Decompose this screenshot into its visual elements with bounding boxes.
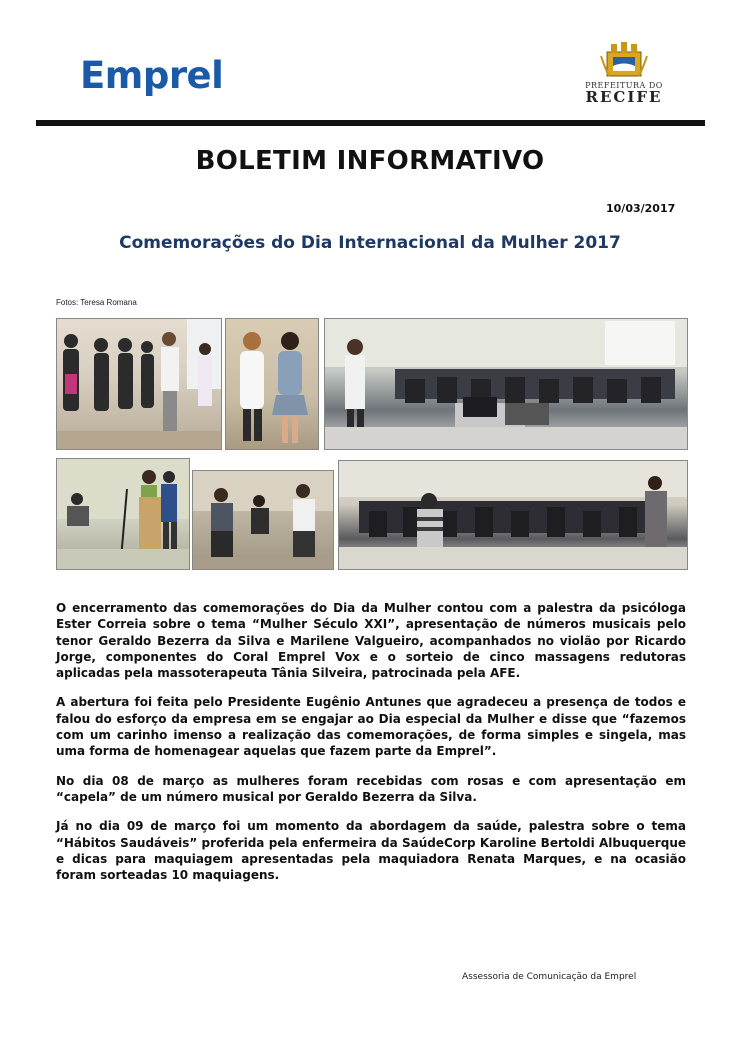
article-body bbox=[56, 600, 686, 896]
photo-audience bbox=[338, 460, 688, 570]
paragraph-opening: A abertura foi feita pelo Presidente Eugênio Antunes que agradeceu a presença de todos e falou do esforço da empresa em se engajar ao Dia especial da Mulher e disse que “fazemos com um carinho imenso a realização das comemorações, de forma simples e singela, mas uma forma de homenagear aquelas que fazem parte da Emprel”. bbox=[56, 695, 686, 759]
footer-credit: Assessoria de Comunicação da Emprel bbox=[462, 972, 637, 982]
paragraph-closing: O encerramento das comemorações do Dia da Mulher contou com a palestra da psicóloga Ester Correia sobre o tema “Mulher Século XXI”, apresentação de números musicais pelo tenor Geraldo Bezerra da Silva e Marilene Valgueiro, acompanhados no violão por Ricardo Jorge, componentes do Coral Emprel Vox e o sorteio de cinco massagens redutoras aplicadas pela massoterapeuta Tânia Silveira, patrocinada pela AFE. bbox=[56, 601, 686, 681]
page-title: BOLETIM INFORMATIVO bbox=[195, 146, 545, 176]
logo-main-text: RECIFE bbox=[585, 88, 663, 106]
photo-seated-musicians bbox=[192, 470, 334, 570]
prefeitura-recife-logo bbox=[572, 42, 676, 112]
photo-two-speakers bbox=[225, 318, 319, 450]
photo-women-receiving-roses bbox=[56, 318, 222, 450]
header-divider bbox=[36, 120, 705, 126]
emprel-logo: Emprel bbox=[80, 54, 224, 97]
photo-lecture-room bbox=[324, 318, 688, 450]
publication-date: 10/03/2017 bbox=[606, 202, 676, 215]
photo-podium-speaker bbox=[56, 458, 190, 570]
paragraph-march-9: Já no dia 09 de março foi um momento da abordagem da saúde, palestra sobre o tema “Hábitos Saudáveis” proferida pela enfermeira da SaúdeCorp Karoline Bertoldi Albuquerque e dicas para maquiagem apresentadas pela maquiadora Renata Marques, e na ocasião foram sorteadas 10 maquiagens. bbox=[56, 819, 686, 883]
recife-crest-icon bbox=[599, 42, 649, 80]
paragraph-march-8: No dia 08 de março as mulheres foram recebidas com rosas e com apresentação em “capela” de um número musical por Geraldo Bezerra da Silva. bbox=[56, 773, 686, 804]
logo-sub-text: PREFEITURA DO bbox=[585, 81, 663, 90]
article-title: Comemorações do Dia Internacional da Mulher 2017 bbox=[119, 233, 621, 253]
photo-credit: Fotos: Teresa Romana bbox=[56, 298, 137, 307]
